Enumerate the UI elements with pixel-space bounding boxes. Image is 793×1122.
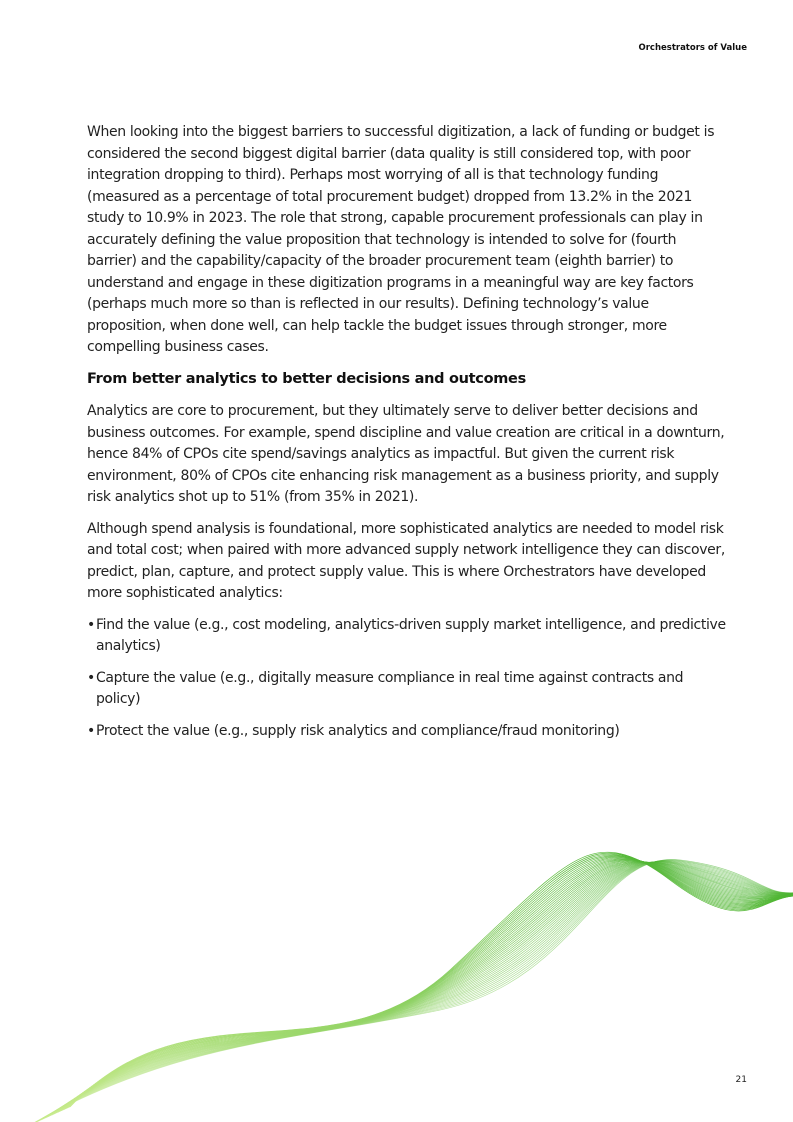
wave-line <box>48 862 793 1117</box>
wave-line <box>37 861 793 1121</box>
wave-line <box>51 862 793 1116</box>
wave-line <box>69 853 793 1107</box>
wave-line <box>55 861 793 1114</box>
section-heading: From better analytics to better decisions and outcomes <box>87 370 526 387</box>
bullet-marker: • <box>87 722 95 739</box>
bullet-item <box>87 668 727 711</box>
wave-line <box>43 862 793 1119</box>
wave-line <box>31 860 793 1122</box>
wave-line <box>47 862 793 1117</box>
wave-line <box>34 861 793 1122</box>
bullet-list <box>87 615 727 743</box>
main-content <box>87 122 727 752</box>
wave-line <box>54 861 793 1114</box>
wave-line <box>64 856 793 1109</box>
wave-line <box>40 862 793 1121</box>
wave-line <box>66 855 793 1109</box>
wave-line <box>46 862 793 1118</box>
wave-line <box>49 862 793 1116</box>
wave-line <box>62 858 793 1111</box>
bullet-item <box>87 615 727 658</box>
wave-line <box>63 857 793 1110</box>
wave-line <box>60 859 793 1112</box>
wave-line <box>36 861 793 1122</box>
wave-line <box>32 860 793 1122</box>
wave-line <box>59 859 793 1112</box>
wave-line <box>65 856 793 1109</box>
wave-line <box>57 860 793 1113</box>
wave-line <box>35 861 793 1122</box>
wave-line <box>38 862 793 1121</box>
body-paragraph-3: Although spend analysis is foundational, more sophisticated analytics are needed to model risk and total cost; when paired with more advanced supply network intelligence they can discover, predict, plan, capture, and protect supply value. This is where Orchestrators have developed more sophisticated analytics: <box>87 520 725 601</box>
bullet-marker: • <box>87 616 95 633</box>
bullet-text: Protect the value (e.g., supply risk analytics and compliance/fraud monitoring) <box>96 722 620 739</box>
bullet-text: Find the value (e.g., cost modeling, analytics-driven supply market intelligence, and predictive analytics) <box>96 616 726 654</box>
page-number: 21 <box>735 1075 747 1085</box>
wave-line <box>58 860 793 1113</box>
wave-line <box>41 862 793 1120</box>
wave-line <box>42 862 793 1119</box>
wave-line <box>68 854 793 1108</box>
wave-line <box>30 859 793 1122</box>
body-paragraph-2: Analytics are core to procurement, but they ultimately serve to deliver better decisions and business outcomes. For example, spend discipline and value creation are critical in a downturn, hence 84% of CPOs cite spend/savings analytics as impactful. But given the current risk environment, 80% of CPOs cite enhancing risk management as a business priority, and supply risk analytics shot up to 51% (from 35% in 2021). <box>87 403 725 505</box>
bullet-item <box>87 721 727 743</box>
running-header-title: Orchestrators of Value <box>638 43 747 53</box>
green-wave-lines-icon <box>0 780 793 1122</box>
wave-line <box>45 862 793 1118</box>
wave-line <box>53 861 793 1114</box>
wave-line <box>70 852 793 1107</box>
bullet-text: Capture the value (e.g., digitally measure compliance in real time against contracts and policy) <box>96 669 684 707</box>
bullet-marker: • <box>87 669 95 686</box>
body-paragraph-1: When looking into the biggest barriers to successful digitization, a lack of funding or budget is considered the second biggest digital barrier (data quality is still considered top, with poor integration dropping to third). Perhaps most worrying of all is that technology funding (measured as a percentage of total procurement budget) dropped from 13.2% in the 2021 study to 10.9% in 2023. The role that strong, capable procurement professionals can play in accurately defining the value proposition that technology is intended to solve for (fourth barrier) and the capability/capacity of the broader procurement team (eighth barrier) to understand and engage in these digitization programs in a meaningful way are key factors (perhaps much more so than is reflected in our results). Defining technology’s value proposition, when done well, can help tackle the budget issues through stronger, more compelling business cases. <box>87 124 715 355</box>
wave-line <box>52 862 793 1116</box>
